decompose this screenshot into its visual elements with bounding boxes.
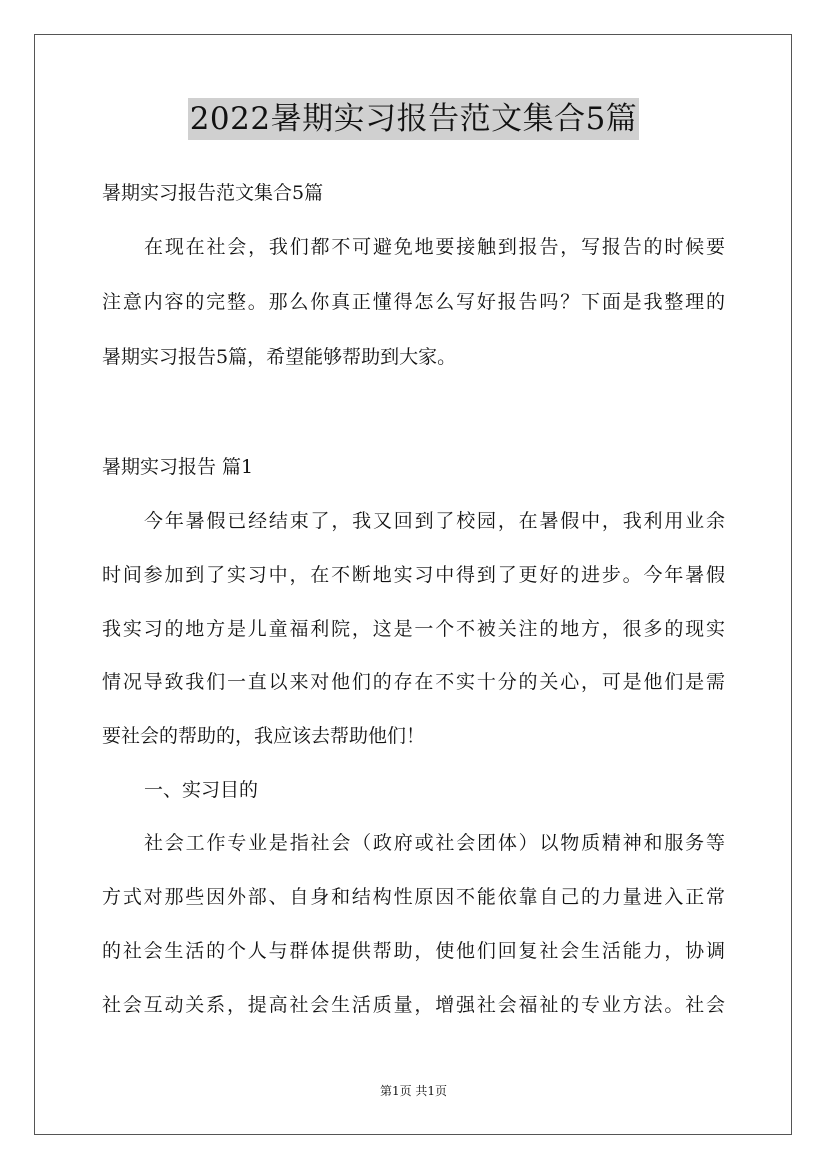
document-subtitle: 暑期实习报告范文集合5篇	[102, 182, 324, 204]
paragraph-line: 社会互动关系，提高社会生活质量，增强社会福祉的专业方法。社会	[102, 994, 725, 1016]
paragraph-line: 我实习的地方是儿童福利院，这是一个不被关注的地方，很多的现实	[102, 618, 725, 640]
subheading: 一、实习目的	[144, 779, 259, 801]
paragraph-line: 社会工作专业是指社会（政府或社会团体）以物质精神和服务等	[144, 832, 725, 854]
paragraph-line: 情况导致我们一直以来对他们的存在不实十分的关心，可是他们是需	[102, 671, 725, 693]
title-wrap	[0, 98, 827, 140]
paragraph-line: 的社会生活的个人与群体提供帮助，使他们回复社会生活能力，协调	[102, 940, 725, 962]
section-heading: 暑期实习报告 篇1	[102, 456, 254, 478]
intro-line: 在现在社会，我们都不可避免地要接触到报告，写报告的时候要	[144, 236, 725, 258]
paragraph-line: 要社会的帮助的，我应该去帮助他们！	[102, 725, 426, 747]
paragraph-line: 今年暑假已经结束了，我又回到了校园，在暑假中，我利用业余	[144, 510, 725, 532]
document-title: 2022暑期实习报告范文集合5篇	[188, 98, 640, 140]
intro-line: 注意内容的完整。那么你真正懂得怎么写好报告吗？下面是我整理的	[102, 291, 725, 313]
paragraph-line: 方式对那些因外部、自身和结构性原因不能依靠自己的力量进入正常	[102, 886, 725, 908]
paragraph-line: 时间参加到了实习中，在不断地实习中得到了更好的进步。今年暑假	[102, 564, 725, 586]
page-footer: 第1页 共1页	[379, 1084, 448, 1098]
intro-line: 暑期实习报告5篇，希望能够帮助到大家。	[102, 346, 457, 368]
